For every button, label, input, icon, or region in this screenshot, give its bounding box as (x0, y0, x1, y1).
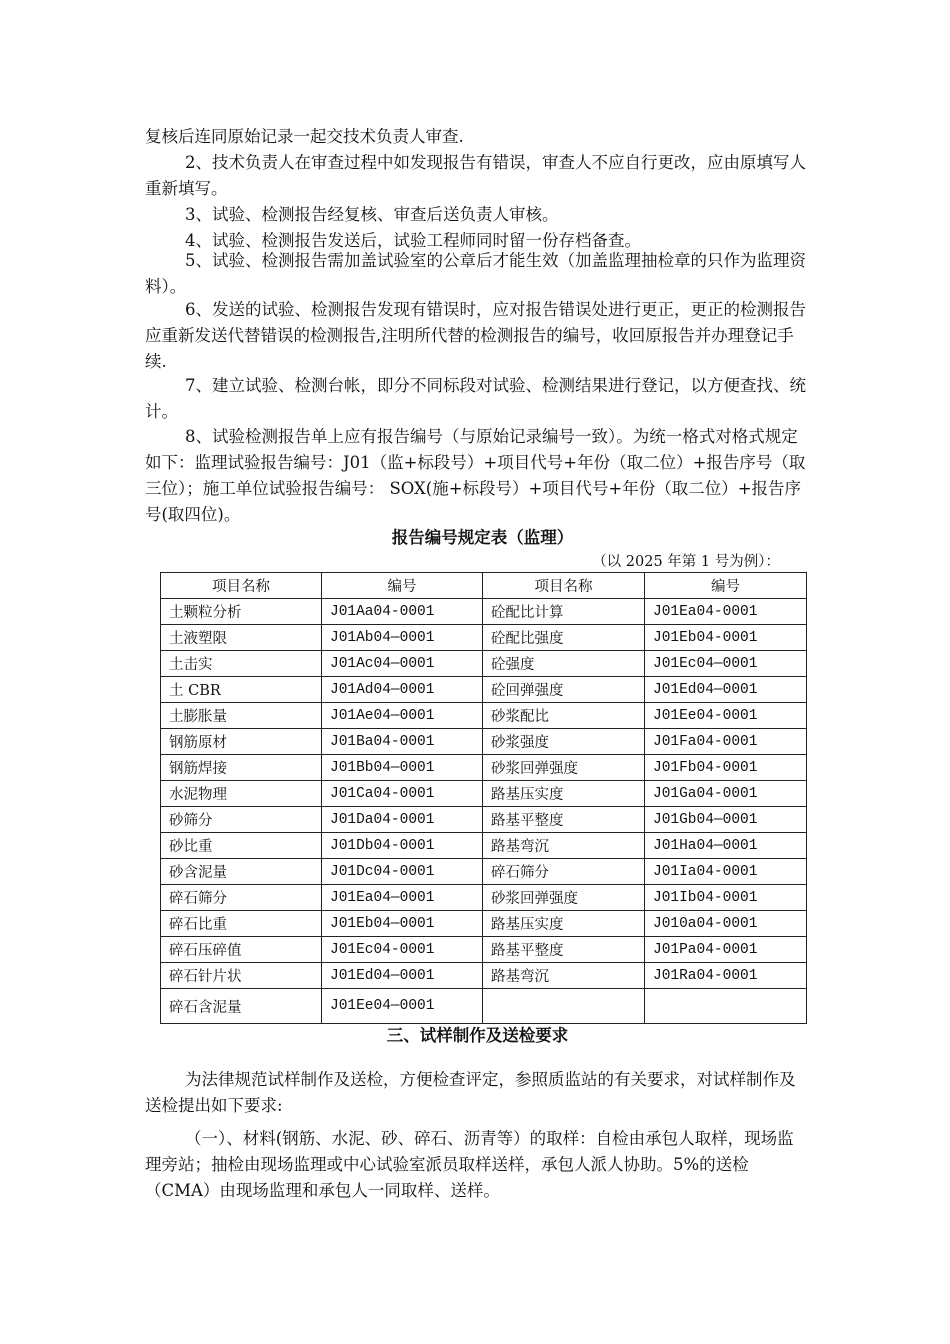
code-cell: J01Ra04-0001 (645, 963, 807, 989)
item-name-cell: 土 CBR (161, 677, 322, 703)
code-cell: J01Ed04—0001 (645, 677, 807, 703)
table-row (161, 651, 807, 677)
code-cell: J01Ca04-0001 (322, 781, 483, 807)
report-code-table (160, 572, 807, 1024)
item-name-cell: 碎石比重 (161, 911, 322, 937)
item-name-cell: 土击实 (161, 651, 322, 677)
item-name-cell: 土液塑限 (161, 625, 322, 651)
code-cell: J01Ia04-0001 (645, 859, 807, 885)
item-name-cell: 土颗粒分析 (161, 599, 322, 625)
table-row (161, 911, 807, 937)
item-name-cell (483, 989, 645, 1024)
code-cell: J01Fb04-0001 (645, 755, 807, 781)
item-name-cell: 砼配比计算 (483, 599, 645, 625)
code-cell: J01Eb04-0001 (645, 625, 807, 651)
item-name-cell: 水泥物理 (161, 781, 322, 807)
code-cell: J01Ea04-0001 (645, 599, 807, 625)
item-name-cell: 砂浆配比 (483, 703, 645, 729)
code-cell: J01Aa04-0001 (322, 599, 483, 625)
header-code: 编号 (645, 573, 807, 599)
table-row (161, 729, 807, 755)
item-name-cell: 路基压实度 (483, 781, 645, 807)
item-name-cell: 碎石含泥量 (161, 989, 322, 1024)
item-name-cell: 路基平整度 (483, 937, 645, 963)
table-title: 报告编号规定表（监理） (391, 528, 574, 547)
code-cell: J01Ad04—0001 (322, 677, 483, 703)
item-name-cell: 砼回弹强度 (483, 677, 645, 703)
item-name-cell: 碎石筛分 (161, 885, 322, 911)
code-cell: J01Ab04—0001 (322, 625, 483, 651)
table-row (161, 859, 807, 885)
item-name-cell: 砂含泥量 (161, 859, 322, 885)
code-cell: J01Eb04—0001 (322, 911, 483, 937)
table-row (161, 807, 807, 833)
code-cell: J01Ib04-0001 (645, 885, 807, 911)
table-row (161, 755, 807, 781)
table-row (161, 625, 807, 651)
item-name-cell: 路基弯沉 (483, 833, 645, 859)
item-name-cell: 路基弯沉 (483, 963, 645, 989)
code-cell: J010a04-0001 (645, 911, 807, 937)
code-cell: J01Ea04—0001 (322, 885, 483, 911)
item-name-cell: 砂浆回弹强度 (483, 755, 645, 781)
table-row (161, 963, 807, 989)
code-cell: J01Ac04—0001 (322, 651, 483, 677)
item-name-cell: 砼强度 (483, 651, 645, 677)
paragraph-item-8: 8、试验检测报告单上应有报告编号（与原始记录编号一致）。为统一格式对格式规定如下：监理试验报告编号：J01（监+标段号）+项目代号+年份（取二位）+报告序号（取三位）；施工单位试验报告编号： SOX(施+标段号）+项目代号+年份（取二位）+报告序号(取四位)。 (145, 427, 806, 524)
code-cell: J01Ed04—0001 (322, 963, 483, 989)
section-item-1: （一）、材料(钢筋、水泥、砂、碎石、沥青等）的取样：自检由承包人取样，现场监理旁站；抽检由现场监理或中心试验室派员取样送样，承包人派人协助。5%的送检（CMA）由现场监理和承包人一同取样、送样。 (145, 1129, 794, 1200)
paragraph-item-7: 7、建立试验、检测台帐，即分不同标段对试验、检测结果进行登记，以方便查找、统计。 (145, 376, 806, 421)
paragraph-continuation: 复核后连同原始记录一起交技术负责人审查. (145, 127, 464, 146)
paragraph-item-5: 5、试验、检测报告需加盖试验室的公章后才能生效（加盖监理抽检章的只作为监理资料）。 (145, 251, 806, 296)
paragraph-item-2: 2、技术负责人在审查过程中如发现报告有错误，审查人不应自行更改，应由原填写人重新填写。 (145, 153, 806, 198)
table-row (161, 989, 807, 1024)
table-row (161, 885, 807, 911)
item-name-cell: 砂筛分 (161, 807, 322, 833)
table-row (161, 677, 807, 703)
code-cell: J01Ha04—0001 (645, 833, 807, 859)
item-name-cell: 砂浆回弹强度 (483, 885, 645, 911)
code-cell: J01Bb04—0001 (322, 755, 483, 781)
table-row (161, 703, 807, 729)
table-row (161, 833, 807, 859)
code-cell: J01Ae04—0001 (322, 703, 483, 729)
code-cell: J01Ee04—0001 (322, 989, 483, 1024)
table-row (161, 781, 807, 807)
code-cell: J01Ga04-0001 (645, 781, 807, 807)
item-name-cell: 碎石筛分 (483, 859, 645, 885)
table-row (161, 599, 807, 625)
code-cell: J01Ba04-0001 (322, 729, 483, 755)
code-cell: J01Dc04-0001 (322, 859, 483, 885)
code-cell: J01Pa04-0001 (645, 937, 807, 963)
code-cell: J01Ec04—0001 (645, 651, 807, 677)
paragraph-item-4: 4、试验、检测报告发送后，试验工程师同时留一份存档备查。 (185, 231, 641, 250)
table-header-row (161, 573, 807, 599)
item-name-cell: 钢筋焊接 (161, 755, 322, 781)
table-note: （以 2025 年第 1 号为例）： (592, 554, 780, 570)
item-name-cell: 路基压实度 (483, 911, 645, 937)
paragraph-item-6: 6、发送的试验、检测报告发现有错误时，应对报告错误处进行更正，更正的检测报告应重新发送代替错误的检测报告,注明所代替的检测报告的编号，收回原报告并办理登记手续. (145, 300, 806, 371)
code-cell: J01Gb04—0001 (645, 807, 807, 833)
table-body (161, 599, 807, 1024)
item-name-cell: 土膨胀量 (161, 703, 322, 729)
code-cell: J01Da04-0001 (322, 807, 483, 833)
code-cell: J01Db04-0001 (322, 833, 483, 859)
section-heading: 三、试样制作及送检要求 (386, 1026, 569, 1045)
item-name-cell: 钢筋原材 (161, 729, 322, 755)
item-name-cell: 砂浆强度 (483, 729, 645, 755)
header-item-name: 项目名称 (161, 573, 322, 599)
header-code: 编号 (322, 573, 483, 599)
item-name-cell: 碎石针片状 (161, 963, 322, 989)
code-cell: J01Fa04-0001 (645, 729, 807, 755)
item-name-cell: 砂比重 (161, 833, 322, 859)
section-intro: 为法律规范试样制作及送检，方便检查评定，参照质监站的有关要求，对试样制作及送检提出如下要求: (145, 1070, 796, 1115)
item-name-cell: 路基平整度 (483, 807, 645, 833)
header-item-name: 项目名称 (483, 573, 645, 599)
paragraph-item-3: 3、试验、检测报告经复核、审查后送负责人审核。 (185, 205, 559, 224)
code-cell: J01Ee04-0001 (645, 703, 807, 729)
item-name-cell: 碎石压碎值 (161, 937, 322, 963)
code-cell (645, 989, 807, 1024)
item-name-cell: 砼配比强度 (483, 625, 645, 651)
code-cell: J01Ec04-0001 (322, 937, 483, 963)
table-row (161, 937, 807, 963)
